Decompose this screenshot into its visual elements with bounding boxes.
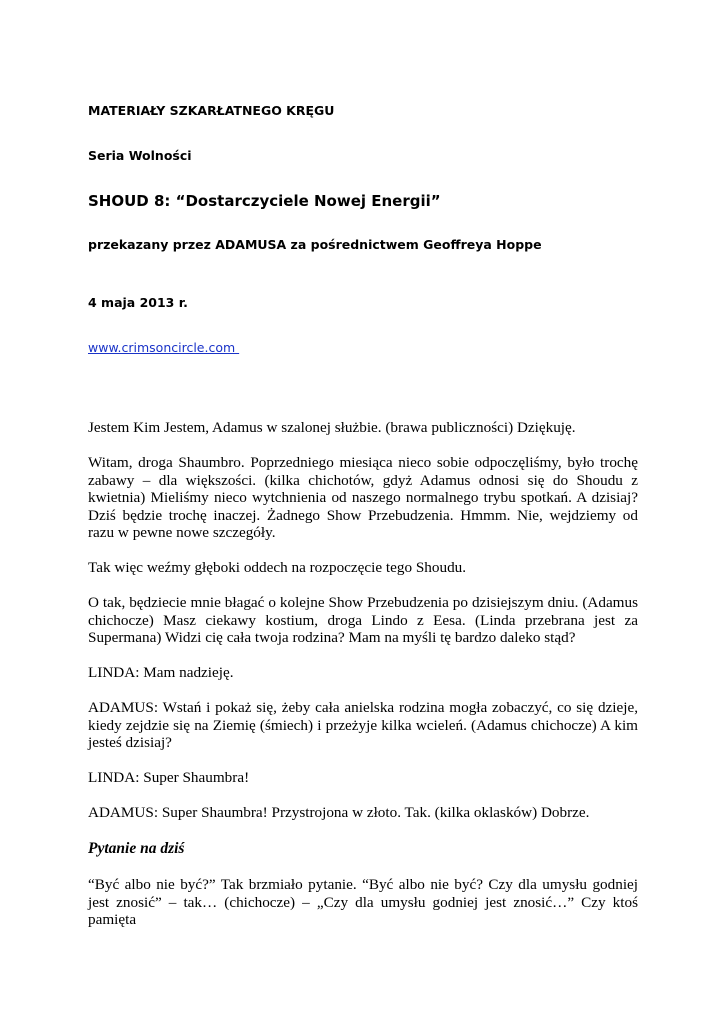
body-text [88, 769, 638, 787]
body-text [88, 419, 638, 437]
date-line: 4 maja 2013 r. [88, 295, 188, 310]
publication-title: MATERIAŁY SZKARŁATNEGO KRĘGU [88, 103, 335, 118]
body-text [88, 594, 638, 647]
paragraph-greeting: Jestem Kim Jestem, Adamus w szalonej służbie. (brawa publiczności) Dziękuję. [88, 419, 576, 436]
paragraph-linda-1: LINDA: Mam nadzieję. [88, 664, 234, 681]
paragraph-linda-2: LINDA: Super Shaumbra! [88, 769, 250, 786]
body-text [88, 664, 638, 682]
paragraph-adamus-2: ADAMUS: Super Shaumbra! Przystrojona w złoto. Tak. (kilka oklasków) Dobrze. [88, 804, 590, 821]
body-text [88, 876, 638, 929]
channeled-by-line: przekazany przez ADAMUSA za pośrednictwem Geoffreya Hoppe [88, 237, 542, 252]
paragraph-costume: O tak, będziecie mnie błagać o kolejne Show Przebudzenia po dzisiejszym dniu. (Adamus chichocze) Masz ciekawy kostium, droga Lindo z Eesa. (Linda przebrana jest za Supermana) Widzi cię cała twoja rodzina? Mam na myśli tę bardzo daleko stąd? [88, 594, 638, 646]
paragraph-adamus-1: ADAMUS: Wstań i pokaż się, żeby cała anielska rodzina mogła zobaczyć, co się dzieje, kiedy zejdzie się na Ziemię (śmiech) i przeżyje kilka wcieleń. (Adamus chichocze) A kim jesteś dzisiaj? [88, 699, 638, 751]
body-text [88, 559, 638, 577]
series-title: Seria Wolności [88, 148, 192, 163]
paragraph-breath: Tak więc weźmy głęboki oddech na rozpoczęcie tego Shoudu. [88, 559, 467, 576]
body-text [88, 804, 638, 822]
section-heading: Pytanie na dziś [88, 840, 185, 857]
body-text [88, 454, 638, 542]
paragraph-welcome: Witam, droga Shaumbro. Poprzedniego miesiąca nieco sobie odpoczęliśmy, było trochę zabawy – dla większości. (kilka chichotów, gdyż Adamus odnosi się do Shoudu z kwietnia) Mieliśmy nieco wytchnienia od naszego normalnego trybu spotkań. A dzisiaj? Dziś będzie trochę inaczej. Żadnego Show Przebudzenia. Hmmm. Nie, wejdziemy od razu w pewne nowe szczegóły. [88, 454, 638, 541]
website-link[interactable]: www.crimsoncircle.com [88, 340, 240, 355]
shoud-title: SHOUD 8: “Dostarczyciele Nowej Energii” [88, 192, 441, 210]
paragraph-question: “Być albo nie być?” Tak brzmiało pytanie. “Być albo nie być? Czy dla umysłu godniej jest znosić” – tak… (chichocze) – „Czy dla umysłu godniej jest znosić…” Czy ktoś pamięta [88, 876, 638, 928]
body-text [88, 699, 638, 752]
